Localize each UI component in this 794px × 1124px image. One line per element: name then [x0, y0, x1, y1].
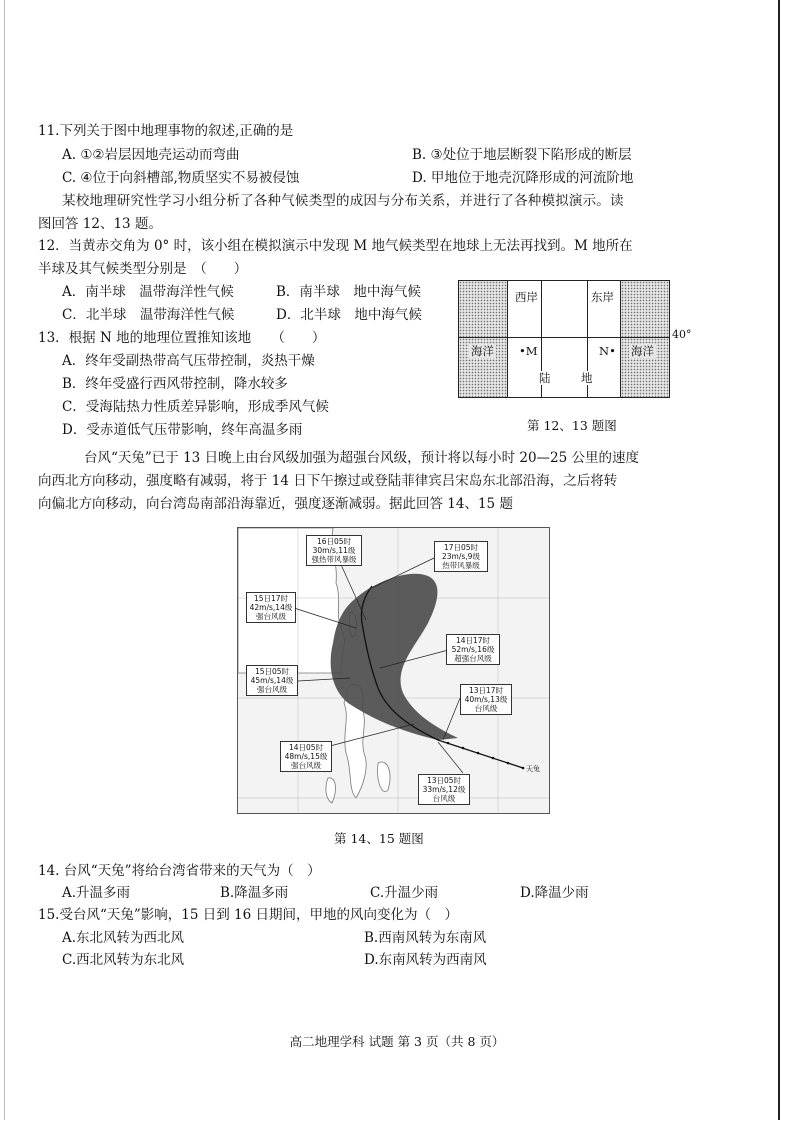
- q14-stem: 14. 台风“天兔”将给台湾省带来的天气为（ ）: [38, 863, 321, 879]
- q11-stem: 11.下列关于图中地理事物的叙述,正确的是: [38, 123, 294, 139]
- latitude-label: 40°: [672, 328, 692, 341]
- typhoon-name-label: 天兔: [526, 765, 540, 773]
- latitude-40-line: [459, 337, 669, 338]
- q13-option-c: C．受海陆热力性质差异影响，形成季风气候: [62, 399, 329, 415]
- q15-option-c: C.西北风转为东北风: [62, 952, 185, 968]
- label-13-17: 13日17时 40m/s,13级 台风级: [460, 684, 512, 715]
- q15-option-d: D.东南风转为西南风: [364, 952, 487, 968]
- q12-option-c: C．北半球 温带海洋性气候: [62, 307, 235, 323]
- q14-option-b: B.降温多雨: [220, 885, 289, 901]
- page-footer: 高二地理学科 试题 第 3 页（共 8 页）: [289, 1034, 505, 1049]
- q13-stem: 13．根据 N 地的地理位置推知该地 （ ）: [38, 330, 326, 346]
- climate-diagram: [458, 280, 670, 398]
- label-16-05: 16日05时 30m/s,11级 强热带风暴级: [306, 535, 362, 566]
- q14-option-c: C.升温少雨: [370, 885, 439, 901]
- ocean-right-area: [620, 281, 669, 397]
- land-label-2: 地: [581, 371, 593, 385]
- q13-option-d: D．受赤道低气压带影响，终年高温多雨: [62, 422, 303, 438]
- label-13-05: 13日05时 33m/s,12级 台风级: [418, 774, 470, 805]
- q12-stem-line2: 半球及其气候类型分别是 （ ）: [38, 261, 248, 277]
- typhoon-track-map: [237, 527, 550, 814]
- q15-stem: 15.受台风“天兔”影响，15 日到 16 日期间，甲地的风向变化为（ ）: [38, 907, 459, 923]
- label-14-05: 14日05时 48m/s,15级 强台风级: [280, 741, 332, 772]
- label-17-05: 17日05时 23m/s,9级 热带风暴级: [434, 541, 488, 572]
- point-m: •M: [519, 344, 538, 358]
- q14-option-a: A.升温多雨: [62, 885, 131, 901]
- q13-option-a: A．终年受副热带高气压带控制，炎热干燥: [62, 353, 315, 369]
- label-15-17: 15日17时 42m/s,14级 强台风级: [246, 592, 296, 623]
- q14-option-d: D.降温少雨: [520, 885, 589, 901]
- west-coast-label: 西岸: [515, 290, 538, 304]
- label-15-05: 15日05时 45m/s,14级 强台风级: [246, 665, 298, 696]
- label-14-17: 14日17时 52m/s,16级 超强台风级: [446, 634, 500, 665]
- intro-14-15-line3: 向偏北方向移动，向台湾岛南部沿海靠近，强度逐渐减弱。据此回答 14、15 题: [38, 496, 513, 512]
- intro-14-15-line1: 台风“天兔”已于 13 日晚上由台风级加强为超强台风级，预计将以每小时 20—25 公里的速度: [84, 450, 640, 466]
- q12-stem-line1: 12．当黄赤交角为 0° 时，该小组在模拟演示中发现 M 地气候类型在地球上无法再找到。M 地所在: [38, 238, 633, 254]
- q11-option-d: D. 甲地位于地壳沉降形成的河流阶地: [412, 170, 634, 186]
- q11-option-a: A. ①②岩层因地壳运动而弯曲: [62, 147, 240, 163]
- east-coast-label: 东岸: [591, 290, 614, 304]
- q11-option-b: B. ③处位于地层断裂下陷形成的断层: [412, 147, 632, 163]
- point-n: N•: [599, 344, 616, 358]
- q12-option-d: D．北半球 地中海气候: [276, 307, 422, 323]
- ocean-left-area: [459, 281, 508, 397]
- q15-option-a: A.东北风转为西北风: [62, 930, 185, 946]
- land-label-1: 陆: [539, 371, 551, 385]
- ocean-left-label: 海洋: [471, 344, 494, 358]
- q15-option-b: B.西南风转为东南风: [364, 930, 487, 946]
- q12-option-b: B．南半球 地中海气候: [276, 284, 421, 300]
- intro-12-13-line1: 某校地理研究性学习小组分析了各种气候类型的成因与分布关系，并进行了各种模拟演示。读: [62, 193, 624, 209]
- figure-12-13-caption: 第 12、13 题图: [527, 418, 617, 433]
- figure-14-15-caption: 第 14、15 题图: [334, 831, 424, 846]
- intro-14-15-line2: 向西北方向移动，强度略有减弱，将于 14 日下午擦过或登陆菲律宾吕宋岛东北部沿海，之后将转: [38, 473, 618, 489]
- q11-option-c: C. ④位于向斜槽部,物质坚实不易被侵蚀: [62, 170, 300, 186]
- ocean-right-label: 海洋: [631, 344, 654, 358]
- q12-option-a: A．南半球 温带海洋性气候: [62, 284, 234, 300]
- intro-12-13-line2: 图回答 12、13 题。: [38, 216, 162, 232]
- q13-option-b: B．终年受盛行西风带控制，降水较多: [62, 376, 288, 392]
